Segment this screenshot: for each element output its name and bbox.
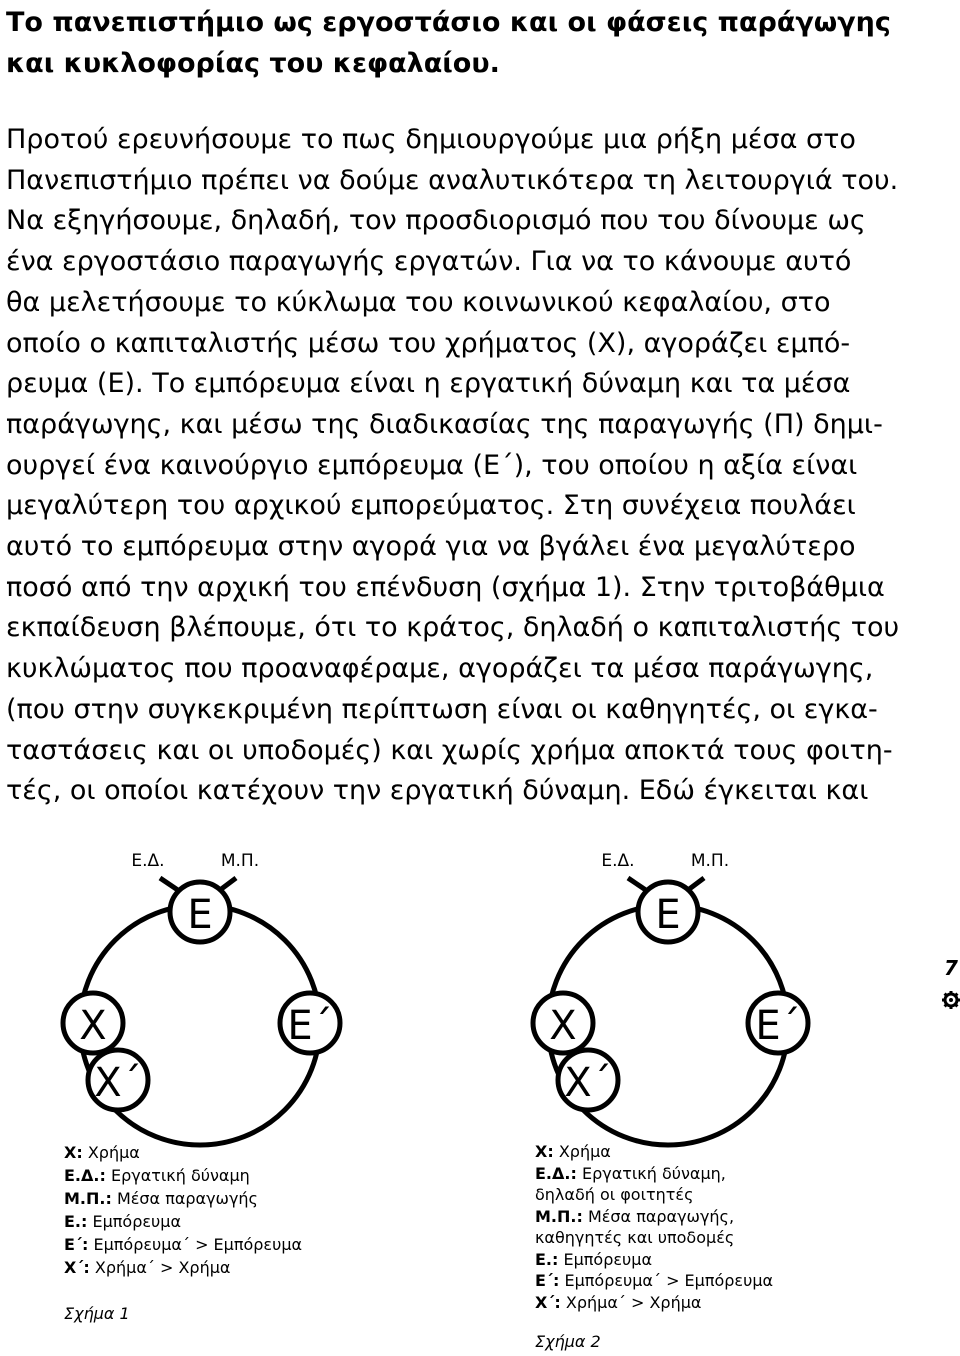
figure-caption-1: Σχήμα 1 [64,1304,130,1323]
text-line: μεγαλύτερη του αρχικού εμπορεύματος. Στη συνέχεια πουλάει [6,490,856,522]
text-line: ταστάσεις και οι υποδομές) και χωρίς χρήμα αποκτά τους φοιτη- [6,734,893,766]
text-line: ένα εργοστάσιο παραγωγής εργατών. Για να το κάνουμε αυτό [6,246,852,278]
node-e-prime-label: Ε΄ [287,1003,333,1049]
legend-key: Ε΄: [64,1235,89,1254]
legend-value: Εμπόρευμα [558,1249,652,1269]
legend-row [64,1187,302,1210]
legend-key: Χ: [535,1142,554,1161]
legend-value: Χρήμα΄ > Χρήμα [560,1292,702,1312]
text-line: κυκλώματος που προαναφέραμε, αγοράζει τα μέσα παράγωγης, [6,653,874,685]
legend-value: δηλαδή οι φοιτητές [535,1185,694,1204]
node-x-label: Χ [79,1003,107,1049]
node-x-prime-label: Χ΄ [94,1060,142,1106]
legend-key: Χ΄: [535,1292,561,1312]
text-line: τές, οι οποίοι κατέχουν την εργατική δύναμη. Εδώ έγκειται και [6,775,869,807]
node-mp-label: Μ.Π. [690,851,730,871]
node-x-prime-label: Χ΄ [564,1060,612,1106]
legend-key: Χ: [64,1143,83,1162]
node-e-prime-label: Ε΄ [755,1003,801,1049]
legend-value: Εμπόρευμα΄ > Εμπόρευμα [559,1271,774,1290]
title-line: Το πανεπιστήμιο ως εργοστάσιο και οι φάσεις παράγωγης [6,7,891,38]
legend-row [535,1227,773,1249]
text-line: Προτού ερευνήσουμε το πως δημιουργούμε μια ρήξη μέσα στο [6,124,856,155]
text-line: ουργεί ένα καινούργιο εμπόρευμα (Ε΄), του οποίου η αξία είναι [6,449,858,481]
legend-value: Χρήμα΄ > Χρήμα [89,1258,231,1277]
node-e-label: Ε [187,892,213,938]
node-mp-label: Μ.Π. [220,851,260,871]
text-line: παράγωγης, και μέσω της διαδικασίας της παραγωγής (Π) δημι- [6,408,883,440]
legend-value: Μέσα παραγωγής [111,1189,258,1208]
text-line: Να εξηγήσουμε, δηλαδή, τον προσδιορισμό που του δίνουμε ως [6,205,866,237]
node-ed-label: Ε.Δ. [131,851,165,871]
legend-value: Εμπόρευμα [87,1212,181,1231]
node-e-label: Ε [655,892,681,938]
text-line: ρευμα (Ε). Το εμπόρευμα είναι η εργατική δύναμη και τα μέσα [6,368,851,400]
legend-key: Ε.: [535,1249,559,1269]
legend-value: Χρήμα [553,1142,611,1161]
legend-row [64,1210,302,1233]
legend-row [64,1233,302,1256]
legend-1 [64,1141,302,1279]
legend-key: Ε.Δ.: [64,1166,106,1185]
legend-row [64,1164,302,1187]
legend-value: καθηγητές και υποδομές [535,1228,735,1247]
legend-row [64,1141,302,1164]
legend-row [535,1270,773,1292]
figure-caption-2: Σχήμα 2 [535,1332,601,1351]
legend-value: Εργατική δύναμη, [576,1163,726,1183]
legend-row [535,1184,773,1206]
legend-row [64,1256,302,1279]
legend-key: Ε.Δ.: [535,1163,577,1183]
text-line: οποίο ο καπιταλιστής μέσω του χρήματος (Χ), αγοράζει εμπό- [6,327,851,359]
page-number: 7 [944,956,958,980]
legend-row [535,1163,773,1185]
legend-key: Ε΄: [535,1271,560,1290]
legend-key: Μ.Π.: [64,1189,112,1208]
legend-value: Εργατική δύναμη [105,1166,250,1185]
legend-key: Ε.: [64,1212,88,1231]
legend-value: Μέσα παραγωγής, [582,1206,735,1226]
legend-value: Χρήμα [82,1143,140,1162]
text-line: θα μελετήσουμε το κύκλωμα του κοινωνικού κεφαλαίου, στο [6,286,831,318]
text-line: Πανεπιστήμιο πρέπει να δούμε αναλυτικότερα τη λειτουργιά του. [6,164,899,196]
text-line: ποσό από την αρχική του επένδυση (σχήμα 1). Στην τριτοβάθμια [6,571,885,603]
node-ed-label: Ε.Δ. [601,851,635,871]
legend-row [535,1249,773,1271]
title-line: και κυκλοφορίας του κεφαλαίου. [6,48,500,79]
text-line: αυτό το εμπόρευμα στην αγορά για να βγάλει ένα μεγαλύτερο [6,531,856,563]
text-line: εκπαίδευση βλέπουμε, ότι το κράτος, δηλαδή ο καπιταλιστής του [6,612,900,644]
node-x-label: Χ [549,1003,577,1049]
legend-row [535,1206,773,1228]
legend-2 [535,1141,773,1313]
legend-row [535,1141,773,1163]
legend-key: Μ.Π.: [535,1206,583,1226]
text-line: (που στην συγκεκριμένη περίπτωση είναι οι καθηγητές, οι εγκα- [6,693,878,725]
gear-icon [942,991,960,1009]
legend-value: Εμπόρευμα΄ > Εμπόρευμα [88,1235,303,1254]
legend-row [535,1292,773,1314]
legend-key: Χ΄: [64,1258,90,1277]
